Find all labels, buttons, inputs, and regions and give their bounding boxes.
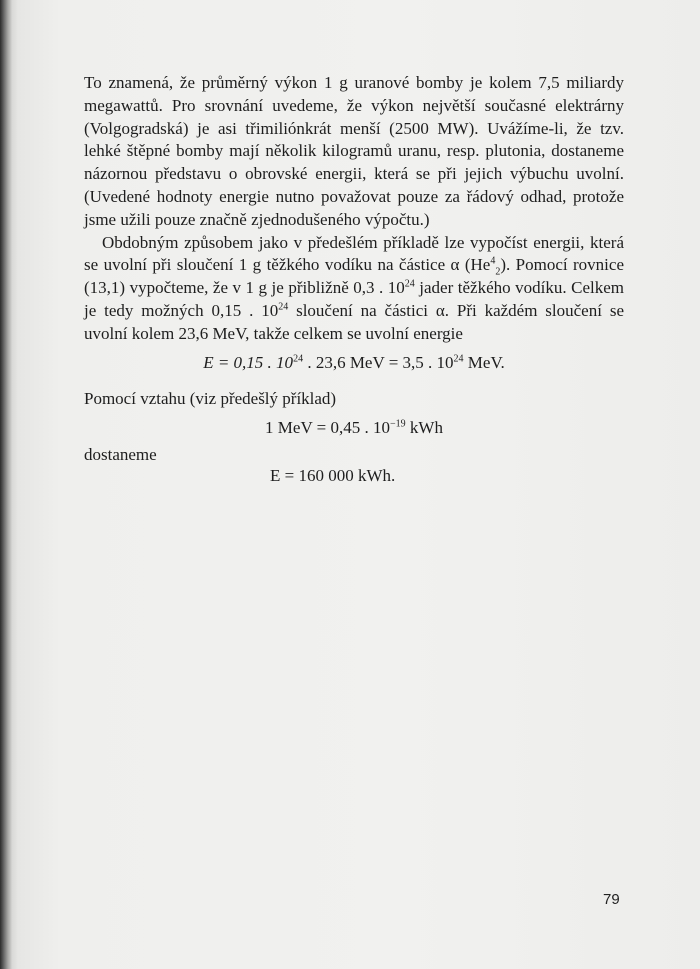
equation-2	[84, 417, 624, 440]
paragraph-2-part-a: Obdobným způsobem jako v předešlém příkladě lze vypočíst energii, která se uvolní při sloučení 1 g těžkého vodíku na částice α (He	[84, 232, 624, 275]
equation-1-part-c: MeV.	[463, 352, 505, 372]
equation-2-lead-text: Pomocí vztahu (viz předešlý příklad)	[84, 389, 337, 409]
page-text-block	[84, 72, 624, 488]
equation-1-part-a: E = 0,15 . 10	[203, 352, 294, 372]
helium-mass-number: 4	[490, 255, 496, 267]
helium-atomic-number: 2	[495, 266, 501, 278]
equation-3: E = 160 000 kWh.	[270, 465, 396, 485]
equation-1	[84, 352, 624, 375]
equation-1-part-b: . 23,6 MeV = 3,5 . 10	[303, 352, 454, 372]
paragraph-2-exponent-2: 24	[278, 301, 289, 313]
paragraph-2-part-b: ). Pomocí rovnice (13,1) vypočteme, že v 1 g je přibližně 0,3 . 10	[84, 255, 624, 298]
paragraph-2-part-c: jader těžkého vodíku. Celkem je tedy možných 0,15 . 10	[84, 278, 625, 320]
equation-2-part-a: 1 MeV = 0,45 . 10	[265, 418, 391, 438]
equation-3-label: dostaneme	[84, 444, 157, 464]
paragraph-2-part-d: sloučení na částici α. Při každém sloučení se uvolní kolem 23,6 MeV, takže celkem se uvolní energie	[84, 300, 624, 343]
equation-1-exponent-1: 24	[293, 352, 304, 364]
equation-2-exponent: −19	[390, 418, 406, 430]
equation-1-exponent-2: 24	[453, 352, 464, 364]
page-number: 79	[603, 891, 620, 908]
paragraph-2	[84, 232, 624, 346]
paragraph-2-exponent-1: 24	[404, 278, 415, 290]
page-binding-edge	[0, 0, 12, 969]
equation-2-part-b: kWh	[405, 418, 443, 438]
paragraph-1: To znamená, že průměrný výkon 1 g uranové bomby je kolem 7,5 miliardy megawattů. Pro srovnání uvedeme, že výkon největší současné elektrárny (Volgogradská) je asi třimiliónkrát menší (2500 MW). Uvážíme-li, že tzv. lehké štěpné bomby mají několik kilogramů uranu, resp. plutonia, dostaneme názornou představu o obrovské energii, která se při jejich výbuchu uvolní. (Uvedené hodnoty energie nutno považovat pouze za řádový odhad, protože jsme užili pouze značně zjednodušeného výpočtu.)	[84, 73, 624, 229]
